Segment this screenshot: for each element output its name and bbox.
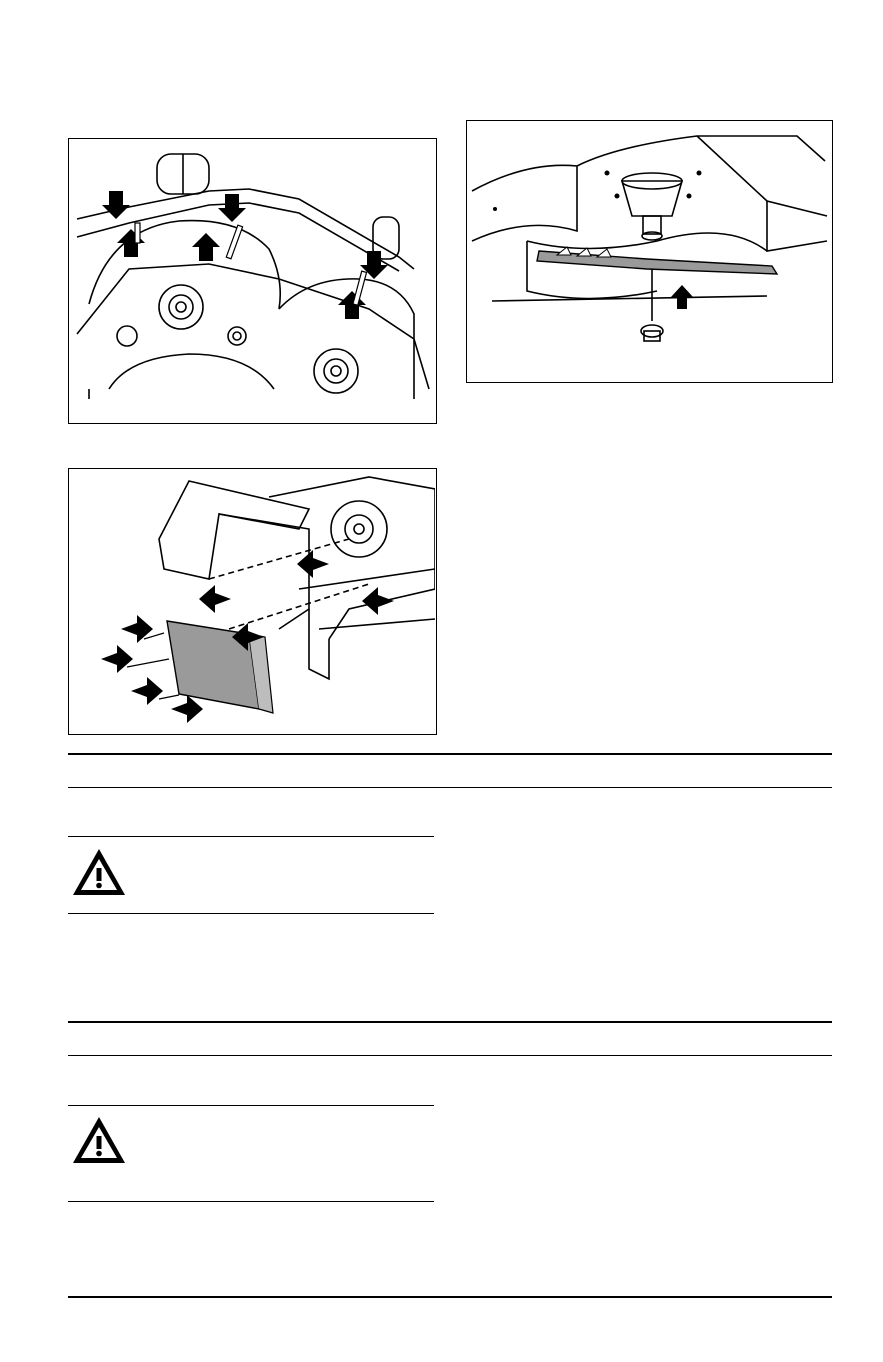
figure-belt-covers <box>68 138 437 424</box>
warning-triangle-icon <box>70 1114 128 1166</box>
deflector-guard-illustration <box>69 469 435 733</box>
warning-2-top-rule <box>68 1105 434 1106</box>
section-2-top-rule <box>68 1021 832 1023</box>
section-1-header-rule <box>68 787 832 788</box>
figure-blade-mount <box>466 120 833 383</box>
belt-cover-illustration <box>69 139 435 422</box>
warning-1-top-rule <box>68 836 434 837</box>
section-1-top-rule <box>68 753 832 755</box>
warning-2-bottom-rule <box>68 1201 434 1202</box>
section-2-header-rule <box>68 1055 832 1056</box>
figure-deflector-guard <box>68 468 437 735</box>
page-bottom-rule <box>68 1296 832 1298</box>
warning-1-bottom-rule <box>68 913 434 914</box>
blade-mount-illustration <box>467 121 831 381</box>
warning-triangle-icon <box>70 846 128 898</box>
